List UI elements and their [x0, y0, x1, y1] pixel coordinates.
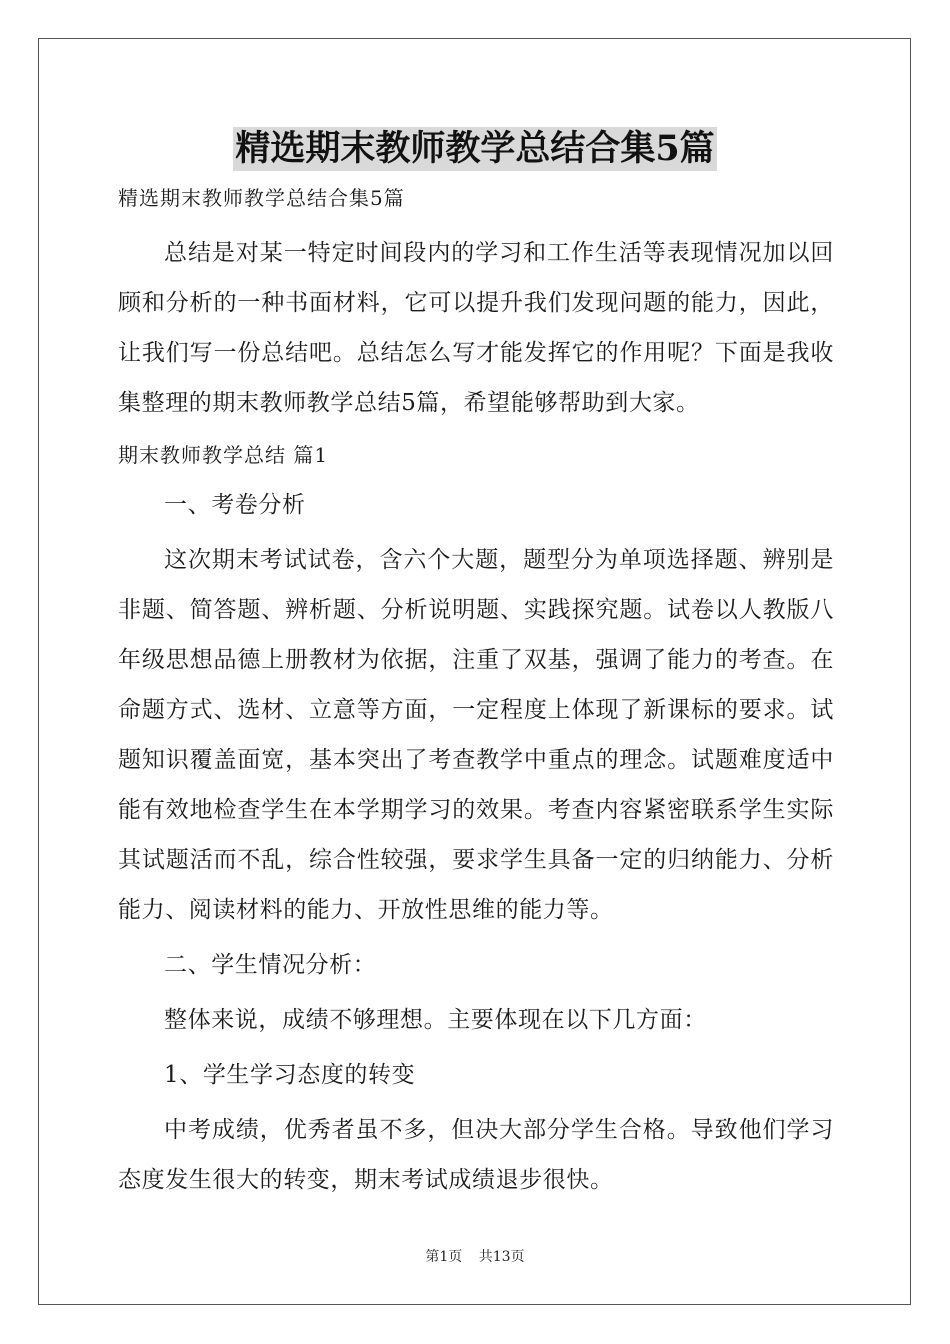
- document-title: 精选期末教师教学总结合集5篇: [235, 128, 715, 169]
- part2-heading: 二、学生情况分析：: [164, 952, 377, 978]
- document-subtitle: 精选期末教师教学总结合集5篇: [118, 186, 405, 210]
- page-footer: [0, 1246, 950, 1266]
- page-number: 第1页: [425, 1249, 463, 1265]
- section-heading: 期末教师教学总结 篇1: [118, 443, 329, 467]
- intro-paragraph: 总结是对某一特定时间段内的学习和工作生活等表现情况加以回顾和分析的一种书面材料，它可以提升我们发现问题的能力，因此，让我们写一份总结吧。总结怎么写才能发挥它的作用呢？下面是我收集整理的期末教师教学总结5篇，希望能够帮助到大家。: [118, 240, 834, 416]
- point1-paragraph: 中考成绩，优秀者虽不多，但决大部分学生合格。导致他们学习态度发生很大的转变，期末考试成绩退步很快。: [118, 1117, 834, 1193]
- page-total: 共13页: [478, 1249, 525, 1265]
- part2-intro: 整体来说，成绩不够理想。主要体现在以下几方面：: [164, 1007, 707, 1033]
- part1-heading: 一、考卷分析: [164, 492, 306, 518]
- point1-heading: 1、学生学习态度的转变: [164, 1062, 416, 1088]
- document-body: [118, 178, 834, 1205]
- title-container: [0, 127, 950, 171]
- part1-paragraph: 这次期末考试试卷，含六个大题，题型分为单项选择题、辨别是非题、简答题、辨析题、分析说明题、实践探究题。试卷以人教版八年级思想品德上册教材为依据，注重了双基，强调了能力的考查。在命题方式、选材、立意等方面，一定程度上体现了新课标的要求。试题知识覆盖面宽，基本突出了考查教学中重点的理念。试题难度适中能有效地检查学生在本学期学习的效果。考查内容紧密联系学生实际其试题活而不乱，综合性较强，要求学生具备一定的归纳能力、分析能力、阅读材料的能力、开放性思维的能力等。: [118, 547, 834, 923]
